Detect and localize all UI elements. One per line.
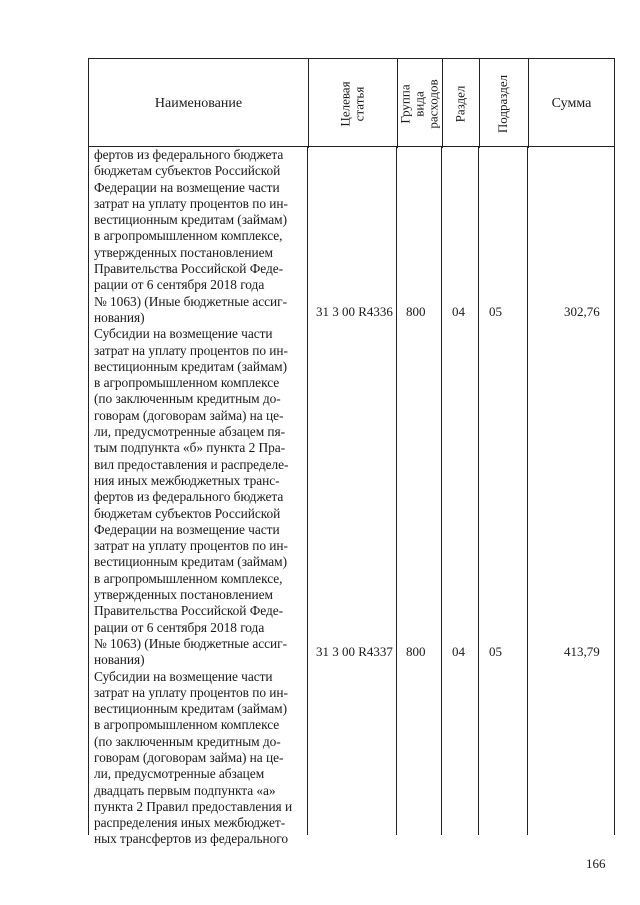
text-line: затрат на уплату процентов по ин-	[94, 195, 288, 211]
text-line: бюджетам субъектов Российской	[94, 505, 281, 521]
text-line: тым подпункта «б» пункта 2 Пра-	[94, 440, 286, 456]
table-header	[88, 58, 615, 147]
column-line	[88, 147, 89, 835]
text-line: вестиционным кредитам (займам)	[94, 554, 288, 570]
text-line: утвержденных постановлением	[94, 587, 273, 603]
name-column-text	[94, 147, 304, 848]
row-target-code: 31 3 00 R4337	[316, 644, 393, 659]
text-line: рации от 6 сентября 2018 года	[94, 619, 265, 635]
row-subsection-code: 05	[489, 644, 502, 659]
column-line	[441, 147, 442, 835]
text-line: утвержденных постановлением	[94, 244, 273, 260]
text-line: Субсидии на возмещение части	[94, 668, 273, 684]
text-line: № 1063) (Иные бюджетные ассиг-	[94, 635, 288, 651]
text-line: затрат на уплату процентов по ин-	[94, 538, 288, 554]
text-line: Федерации на возмещение части	[94, 179, 280, 195]
column-line	[396, 147, 397, 835]
text-line: пункта 2 Правил предоставления и	[94, 798, 293, 814]
header-target: Целевая статья	[337, 80, 367, 127]
row-group-code: 800	[406, 304, 426, 319]
text-line: распределения иных межбюджет-	[94, 815, 286, 831]
row-target-code: 31 3 00 R4336	[316, 304, 393, 319]
page-number: 166	[586, 856, 606, 871]
text-line: говорам (договорам займа) на це-	[94, 407, 284, 423]
text-line: (по заключенным кредитным до-	[94, 391, 281, 407]
text-line: рации от 6 сентября 2018 года	[94, 277, 265, 293]
text-line: в агропромышленном комплексе,	[94, 570, 283, 586]
text-line: ния иных межбюджетных транс-	[94, 472, 280, 488]
column-line	[527, 147, 528, 835]
text-line: Правительства Российской Феде-	[94, 603, 284, 619]
text-line: бюджетам субъектов Российской	[94, 163, 281, 179]
text-line: двадцать первым подпункта «а»	[94, 782, 276, 798]
header-sum: Сумма	[551, 95, 592, 111]
text-line: вестиционным кредитам (займам)	[94, 212, 288, 228]
text-line: фертов из федерального бюджета	[94, 489, 284, 505]
text-line: в агропромышленном комплексе	[94, 717, 280, 733]
header-subsection: Подраздел	[495, 74, 511, 133]
header-name: Наименование	[154, 95, 243, 111]
row-section-code: 04	[452, 304, 465, 319]
text-line: говорам (договорам займа) на це-	[94, 749, 284, 765]
row-sum: 302,76	[564, 304, 600, 319]
text-line: № 1063) (Иные бюджетные ассиг-	[94, 293, 288, 309]
text-line: нования)	[94, 309, 145, 325]
column-line	[614, 147, 615, 835]
text-line: ли, предусмотренные абзацем пя-	[94, 424, 286, 440]
header-group: Группа вида расходов	[397, 78, 441, 129]
text-line: Правительства Российской Феде-	[94, 261, 284, 277]
text-line: затрат на уплату процентов по ин-	[94, 342, 288, 358]
text-line: нования)	[94, 652, 145, 668]
text-line: Федерации на возмещение части	[94, 521, 280, 537]
header-section: Раздел	[452, 85, 468, 122]
text-line: вестиционным кредитам (займам)	[94, 701, 288, 717]
text-line: в агропромышленном комплексе	[94, 375, 280, 391]
text-line: в агропромышленном комплексе,	[94, 228, 283, 244]
column-line	[307, 147, 308, 835]
text-line: фертов из федерального бюджета	[94, 147, 284, 162]
row-sum: 413,79	[564, 644, 600, 659]
row-group-code: 800	[406, 644, 426, 659]
row-section-code: 04	[452, 644, 465, 659]
text-line: ных трансфертов из федерального	[94, 831, 289, 847]
text-line: ли, предусмотренные абзацем	[94, 766, 265, 782]
text-line: вил предоставления и распределе-	[94, 456, 289, 472]
column-line	[478, 147, 479, 835]
text-line: вестиционным кредитам (займам)	[94, 358, 288, 374]
text-line: (по заключенным кредитным до-	[94, 733, 281, 749]
text-line: Субсидии на возмещение части	[94, 326, 273, 342]
text-line: затрат на уплату процентов по ин-	[94, 684, 288, 700]
row-subsection-code: 05	[489, 304, 502, 319]
